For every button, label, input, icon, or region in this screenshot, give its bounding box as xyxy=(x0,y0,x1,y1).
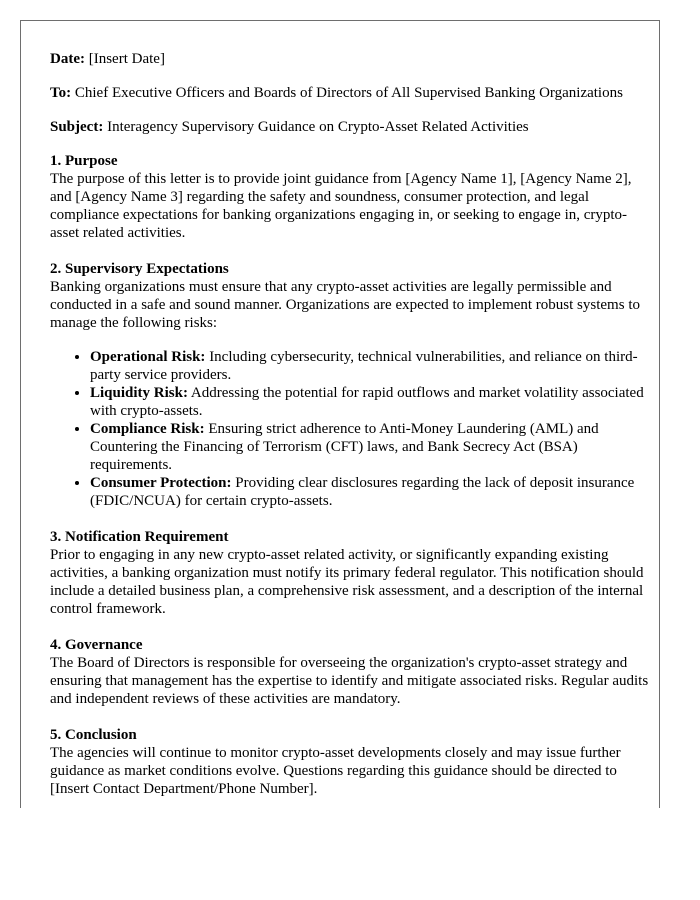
subject-value: Interagency Supervisory Guidance on Crypto-Asset Related Activities xyxy=(107,119,529,135)
date-line xyxy=(50,50,650,68)
section-notification-requirement xyxy=(50,528,650,618)
section-body: The purpose of this letter is to provide joint guidance from [Agency Name 1], [Agency Name 2], and [Agency Name 3] regarding the safety and soundness, consumer protection, and legal compliance expectations for banking organizations engaging in, or seeking to engage in, crypto-asset related activities. xyxy=(50,171,632,241)
section-heading: 2. Supervisory Expectations xyxy=(50,261,229,277)
risk-title: Consumer Protection: xyxy=(90,475,232,491)
to-label: To: xyxy=(50,85,72,101)
section-heading: 4. Governance xyxy=(50,637,143,653)
risk-text: Ensuring strict adherence to Anti-Money Laundering (AML) and Countering the Financing of Terrorism (CFT) laws, and Bank Secrecy Act (BSA) requirements. xyxy=(90,421,599,473)
section-heading: 1. Purpose xyxy=(50,153,118,169)
risk-text: Providing clear disclosures regarding the lack of deposit insurance (FDIC/NCUA) for certain crypto-assets. xyxy=(90,475,635,509)
date-value: [Insert Date] xyxy=(88,51,165,67)
risk-title: Compliance Risk: xyxy=(90,421,205,437)
date-label: Date: xyxy=(50,51,85,67)
section-heading: 5. Conclusion xyxy=(50,727,137,743)
section-conclusion xyxy=(50,726,650,798)
list-item xyxy=(90,348,650,384)
section-heading: 3. Notification Requirement xyxy=(50,529,229,545)
section-supervisory-expectations xyxy=(50,260,650,510)
list-item xyxy=(90,420,650,474)
to-line xyxy=(50,84,650,102)
section-body: Prior to engaging in any new crypto-asset related activity, or significantly expanding existing activities, a banking organization must notify its primary federal regulator. This notification should include a detailed business plan, a comprehensive risk assessment, and a description of the internal control framework. xyxy=(50,547,644,617)
section-purpose xyxy=(50,152,650,242)
risk-title: Liquidity Risk: xyxy=(90,385,188,401)
section-governance xyxy=(50,636,650,708)
risk-text: Addressing the potential for rapid outflows and market volatility associated with crypto-assets. xyxy=(90,385,644,419)
section-body: Banking organizations must ensure that any crypto-asset activities are legally permissible and conducted in a safe and sound manner. Organizations are expected to implement robust systems to manage the following risks: xyxy=(50,279,640,331)
letter-page xyxy=(20,20,660,808)
subject-label: Subject: xyxy=(50,119,104,135)
letter-content xyxy=(21,21,650,798)
risk-list xyxy=(50,348,650,510)
section-body: The Board of Directors is responsible for overseeing the organization's crypto-asset strategy and ensuring that management has the expertise to identify and mitigate associated risks. Regular audits and independent reviews of these activities are mandatory. xyxy=(50,655,649,707)
risk-title: Operational Risk: xyxy=(90,349,206,365)
risk-text: Including cybersecurity, technical vulnerabilities, and reliance on third-party service providers. xyxy=(90,349,638,383)
to-value: Chief Executive Officers and Boards of Directors of All Supervised Banking Organizations xyxy=(74,85,623,101)
section-body: The agencies will continue to monitor crypto-asset developments closely and may issue further guidance as market conditions evolve. Questions regarding this guidance should be directed to [Insert Contact Department/Phone Number]. xyxy=(50,745,621,797)
list-item xyxy=(90,474,650,510)
list-item xyxy=(90,384,650,420)
subject-line xyxy=(50,118,650,136)
